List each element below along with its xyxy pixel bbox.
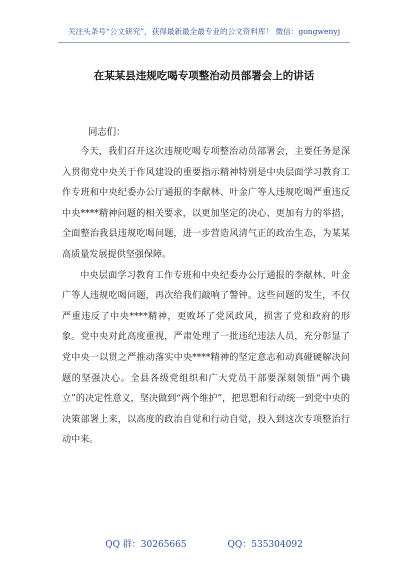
header-banner: 关注头条号“公文研究”，获得最新最全最专业的公文资料库！ 微信：gongwenyj (67, 27, 341, 36)
body-paragraph: 中央层面学习教育工作专班和中央纪委办公厅通报的李献林、叶金广等人违规吃喝问题，再次给我们敲响了警钟。这些问题的发生，不仅严重违反了中央****精神，更败坏了党风政风，损害了党和政府的形象。党中央对此高度重视，严肃处理了一批违纪违法人员，充分彰显了党中央一以贯之严推动落实中央****精神的坚定意志和动真碰硬解决问题的坚强决心。全县各级党组织和广大党员干部要深刻领悟“两个确立”的决定性意义，坚决做到“两个维护”，把思想和行动统一到党中央的决策部署上来，以高度的政治自觉和行动自觉，投入到这次专项整治行动中来。 (62, 270, 350, 446)
footer-qq-contact: QQ：535304092 (227, 540, 303, 550)
body-paragraph: 今天，我们召开这次违规吃喝专项整治动员部署会，主要任务是深入贯彻党中央关于作风建设的重要指示精神特别是中央层面学习教育工作专班和中央纪委办公厅通报的李献林、叶金广等人违规吃喝严重违反中央****精神问题的相关要求，以更加坚定的决心、更加有力的举措，全面整治我县违规吃喝问题，进一步营造风清气正的政治生态，为某某高质量发展提供坚强保障。 (62, 147, 350, 260)
footer (0, 537, 408, 550)
salutation: 同志们： (88, 127, 126, 138)
document-title: 在某某县违规吃喝专项整治动员部署会上的讲话 (93, 70, 315, 82)
footer-qq-group: QQ 群：30265665 (105, 540, 187, 550)
header-divider (58, 42, 350, 43)
document-body (62, 142, 350, 451)
